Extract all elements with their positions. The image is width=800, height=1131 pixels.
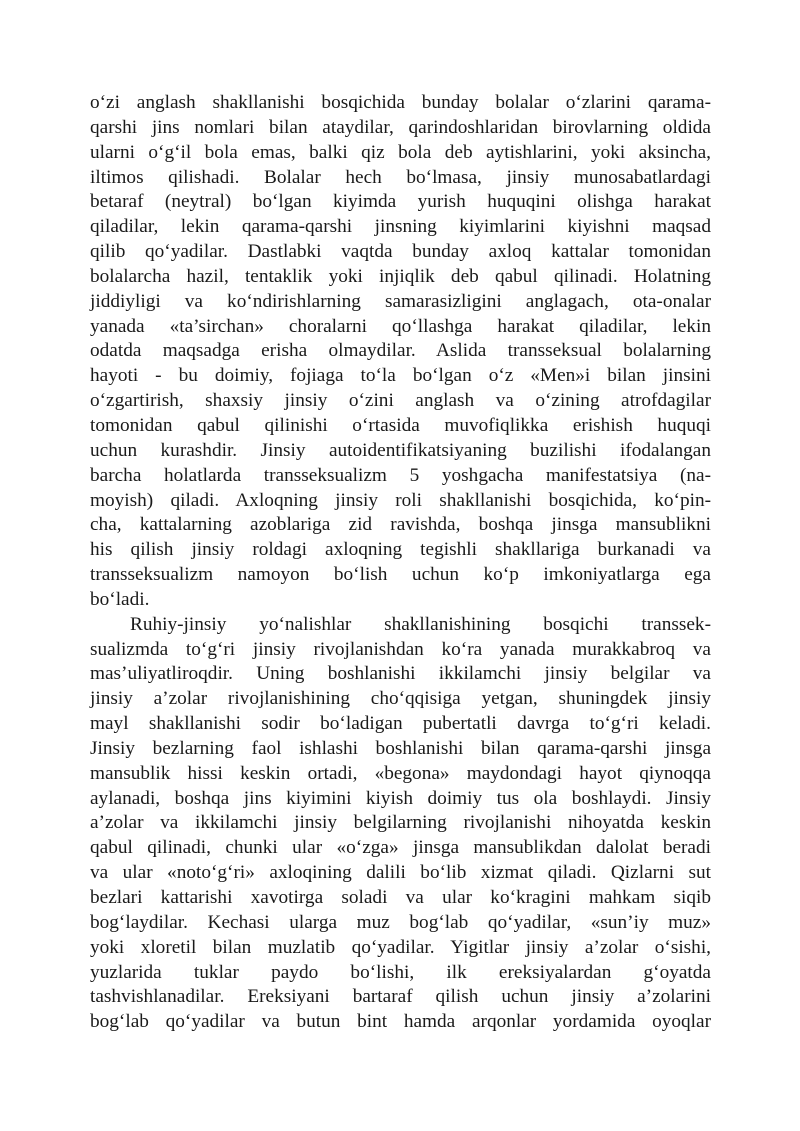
text-line: odatda maqsadga erisha olmaydilar. Aslida transseksual bolalarning bbox=[90, 340, 711, 362]
text-line: bog‘laydilar. Kechasi ularga muz bog‘lab qo‘yadilar, «sun’iy muz» bbox=[90, 911, 711, 933]
text-line: mansublik hissi keskin ortadi, «begona» maydondagi hayot qiynoqqa bbox=[90, 762, 711, 784]
text-line: o‘zgartirish, shaxsiy jinsiy o‘zini anglash va o‘zining atrofdagilar bbox=[90, 390, 711, 412]
text-line: va ular «noto‘g‘ri» axloqining dalili bo‘lib xizmat qiladi. Qizlarni sut bbox=[90, 862, 711, 884]
text-line: barcha holatlarda transseksualizm 5 yoshgacha manifestatsiya (na- bbox=[90, 464, 711, 486]
text-line: tashvishlanadilar. Ereksiyani bartaraf qilish uchun jinsiy a’zolarini bbox=[90, 986, 711, 1008]
document-page bbox=[90, 91, 711, 1035]
text-line: sualizmda to‘g‘ri jinsiy rivojlanishdan ko‘ra yanada murakkabroq va bbox=[90, 638, 711, 660]
paragraph bbox=[90, 91, 711, 613]
text-line: a’zolar va ikkilamchi jinsiy belgilarning rivojlanishi nihoyatda keskin bbox=[90, 812, 711, 834]
text-line: jiddiyligi va ko‘ndirishlarning samarasizligini anglagach, ota-onalar bbox=[90, 290, 711, 312]
text-line: qarshi jins nomlari bilan ataydilar, qarindoshlaridan birovlarning oldida bbox=[90, 116, 711, 138]
text-line: tomonidan qabul qilinishi o‘rtasida muvofiqlikka erishish huquqi bbox=[90, 414, 711, 436]
text-line: moyish) qiladi. Axloqning jinsiy roli shakllanishi bosqichida, ko‘pin- bbox=[90, 489, 711, 511]
text-line: betaraf (neytral) bo‘lgan kiyimda yurish huquqini olishga harakat bbox=[90, 191, 711, 213]
text-line: jinsiy a’zolar rivojlanishining cho‘qqisiga yetgan, shuningdek jinsiy bbox=[90, 688, 711, 710]
text-line: mayl shakllanishi sodir bo‘ladigan pubertatli davrga to‘g‘ri keladi. bbox=[90, 713, 711, 735]
text-line: hayoti - bu doimiy, fojiaga to‘la bo‘lgan o‘z «Men»i bilan jinsini bbox=[90, 365, 711, 387]
text-line: qilib qo‘yadilar. Dastlabki vaqtda bunday axloq kattalar tomonidan bbox=[90, 241, 711, 263]
text-line: transseksualizm namoyon bo‘lish uchun ko‘p imkoniyatlarga ega bbox=[90, 564, 711, 586]
text-line: qabul qilinadi, chunki ular «o‘zga» jinsga mansublikdan dalolat beradi bbox=[90, 837, 711, 859]
text-line: yuzlarida tuklar paydo bo‘lishi, ilk ereksiyalardan g‘oyatda bbox=[90, 961, 711, 983]
text-line: cha, kattalarning azoblariga zid ravishda, boshqa jinsga mansublikni bbox=[90, 514, 711, 536]
text-line: o‘zi anglash shakllanishi bosqichida bunday bolalar o‘zlarini qarama- bbox=[90, 92, 711, 113]
text-line: bezlari kattarishi xavotirga soladi va ular ko‘kragini mahkam siqib bbox=[90, 887, 711, 908]
text-line: yanada «ta’sirchan» choralarni qo‘llashga harakat qiladilar, lekin bbox=[90, 315, 711, 337]
text-line: uchun kurashdir. Jinsiy autoidentifikatsiyaning buzilishi ifodalangan bbox=[90, 439, 711, 461]
text-line: mas’uliyatliroqdir. Uning boshlanishi ikkilamchi jinsiy belgilar va bbox=[90, 663, 711, 685]
paragraph bbox=[90, 613, 711, 1035]
text-line: qiladilar, lekin qarama-qarshi jinsning kiyimlarini kiyishni maqsad bbox=[90, 216, 711, 238]
text-line: aylanadi, boshqa jins kiyimini kiyish doimiy tus ola boshlaydi. Jinsiy bbox=[90, 787, 711, 809]
text-line: bolalarcha hazil, tentaklik yoki injiqlik deb qabul qilinadi. Holatning bbox=[90, 265, 711, 287]
text-line: yoki xloretil bilan muzlatib qo‘yadilar. Yigitlar jinsiy a’zolar o‘sishi, bbox=[90, 936, 711, 958]
text-line: Ruhiy-jinsiy yo‘nalishlar shakllanishining bosqichi transsek- bbox=[130, 613, 711, 635]
text-line: Jinsiy bezlarning faol ishlashi boshlanishi bilan qarama-qarshi jinsga bbox=[90, 737, 711, 759]
text-line: ularni o‘g‘il bola emas, balki qiz bola deb aytishlarini, yoki aksincha, bbox=[90, 141, 711, 163]
text-line: bo‘ladi. bbox=[90, 588, 150, 610]
text-line: iltimos qilishadi. Bolalar hech bo‘lmasa, jinsiy munosabatlardagi bbox=[90, 166, 711, 188]
text-line: his qilish jinsiy roldagi axloqning tegishli shakllariga burkanadi va bbox=[90, 539, 711, 561]
text-line: bog‘lab qo‘yadilar va butun bint hamda arqonlar yordamida oyoqlar bbox=[90, 1011, 711, 1033]
